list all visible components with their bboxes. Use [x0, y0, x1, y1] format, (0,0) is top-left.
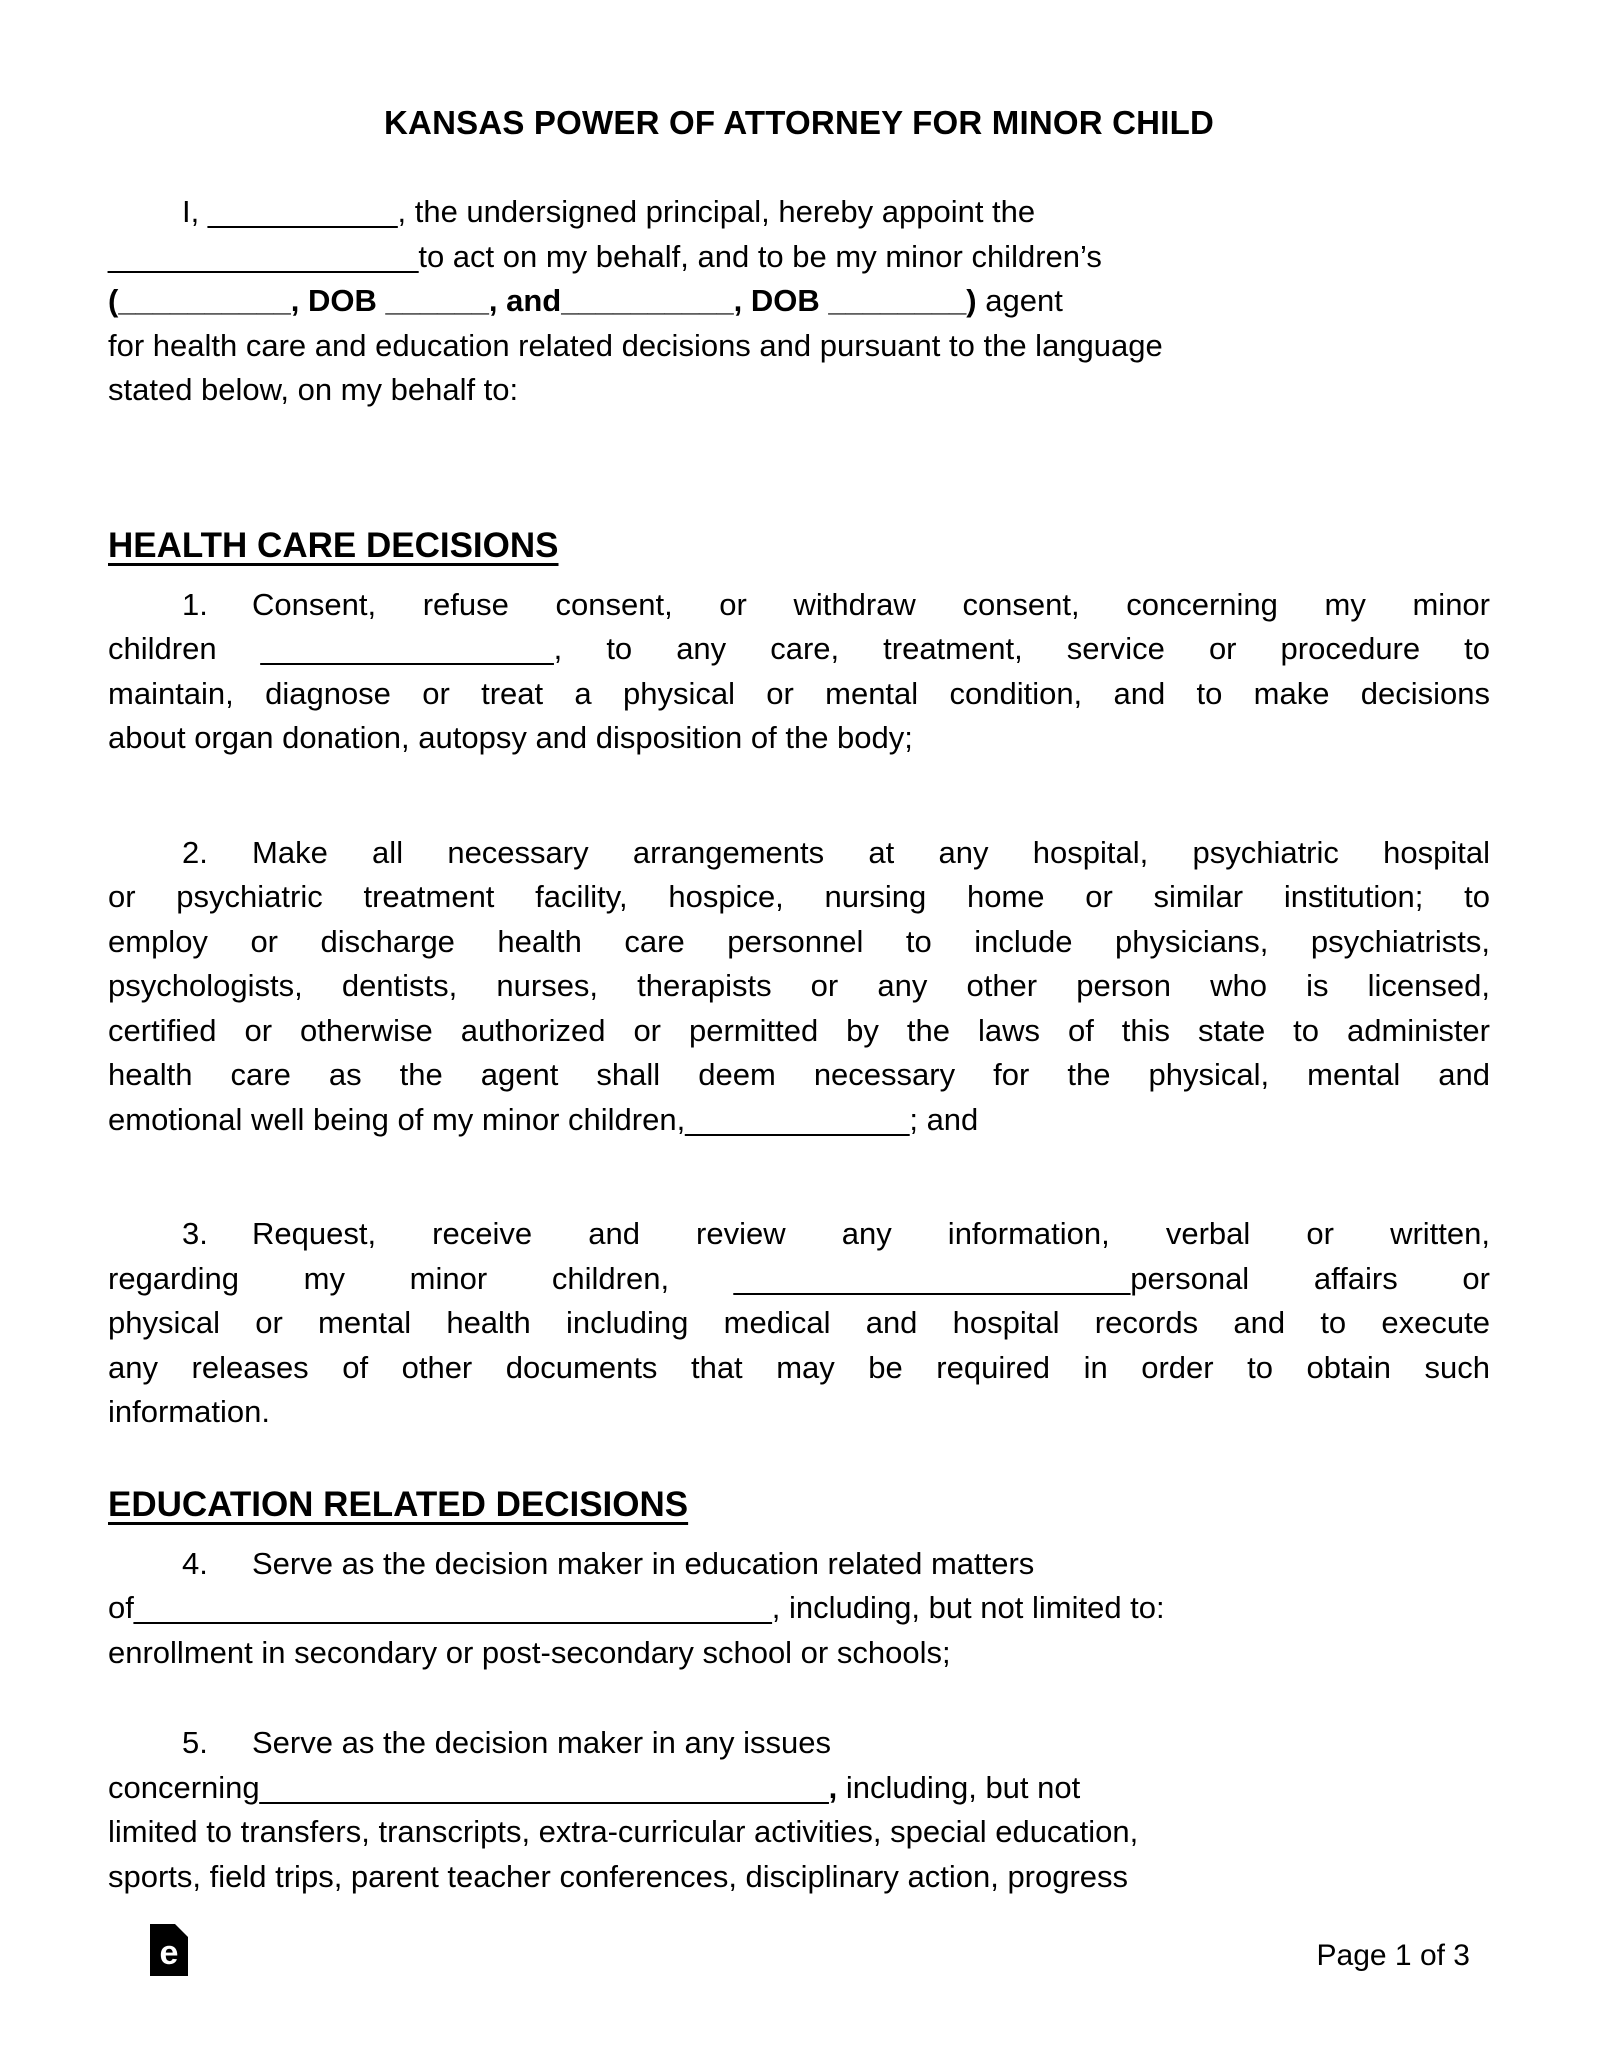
text-line: I, ___________, the undersigned principal, hereby appoint the: [182, 194, 1036, 229]
text-line: 1. Consent, refuse consent, or withdraw consent, concerning my minor: [108, 583, 1490, 628]
health-care-decisions-heading: HEALTH CARE DECISIONS: [108, 525, 559, 565]
document-body: [108, 190, 1490, 1899]
item-1: [108, 583, 1490, 761]
text-line: stated below, on my behalf to:: [108, 372, 519, 407]
list-number: 3.: [182, 1216, 208, 1251]
list-number: 4.: [182, 1545, 208, 1581]
eforms-logo: [150, 1924, 188, 1976]
text-line: employ or discharge health care personnel to include physicians, psychiatrists,: [108, 923, 1490, 959]
text-line: maintain, diagnose or treat a physical or mental condition, and to make decisions: [108, 675, 1490, 711]
text-line: regarding my minor children, _______________________personal affairs or: [108, 1260, 1490, 1296]
text-line: 2. Make all necessary arrangements at any hospital, psychiatric hospital: [108, 831, 1490, 876]
text-line: 3. Request, receive and review any information, verbal or written,: [108, 1212, 1490, 1257]
text-line: enrollment in secondary or post-secondary school or schools;: [108, 1634, 951, 1670]
text-line: information.: [108, 1394, 270, 1429]
text-line: limited to transfers, transcripts, extra-curricular activities, special education,: [108, 1814, 1139, 1849]
text-line: certified or otherwise authorized or permitted by the laws of this state to administer: [108, 1012, 1490, 1048]
page-title: KANSAS POWER OF ATTORNEY FOR MINOR CHILD: [384, 104, 1214, 141]
text-line: any releases of other documents that may be required in order to obtain such: [108, 1349, 1490, 1385]
text-line: children _________________, to any care, treatment, service or procedure to: [108, 631, 1490, 666]
item-5: [108, 1721, 1490, 1899]
list-number: 1.: [182, 586, 208, 622]
text-line: concerning_________________________________, including, but not: [108, 1769, 1081, 1805]
item-2: [108, 831, 1490, 1143]
text-line: 4. Serve as the decision maker in education related matters: [108, 1542, 1490, 1587]
text-line: of_____________________________________, including, but not limited to:: [108, 1590, 1165, 1625]
text-line: about organ donation, autopsy and disposition of the body;: [108, 720, 913, 755]
item-4: [108, 1542, 1490, 1676]
logo-letter: e: [159, 1934, 179, 1972]
text-line: physical or mental health including medical and hospital records and to execute: [108, 1305, 1490, 1340]
item-3: [108, 1212, 1490, 1435]
text-line: __________________to act on my behalf, and to be my minor children’s: [108, 238, 1102, 274]
list-number: 2.: [182, 834, 208, 870]
text-line: sports, field trips, parent teacher conferences, disciplinary action, progress: [108, 1858, 1129, 1894]
text-line: for health care and education related decisions and pursuant to the language: [108, 327, 1163, 363]
education-related-decisions-heading: EDUCATION RELATED DECISIONS: [108, 1484, 689, 1524]
text-line: emotional well being of my minor children,_____________; and: [108, 1101, 979, 1137]
text-line: psychologists, dentists, nurses, therapists or any other person who is licensed,: [108, 968, 1490, 1003]
page-number-label: Page 1 of 3: [1316, 1939, 1470, 1972]
text-line: or psychiatric treatment facility, hospice, nursing home or similar institution; to: [108, 879, 1490, 914]
text-line: 5. Serve as the decision maker in any issues: [108, 1721, 1490, 1766]
list-number: 5.: [182, 1725, 208, 1760]
intro-paragraph: [108, 190, 1490, 413]
text-line: (__________, DOB ______, and__________, DOB ________) agent: [108, 283, 1063, 318]
text-line: health care as the agent shall deem necessary for the physical, mental and: [108, 1057, 1490, 1092]
